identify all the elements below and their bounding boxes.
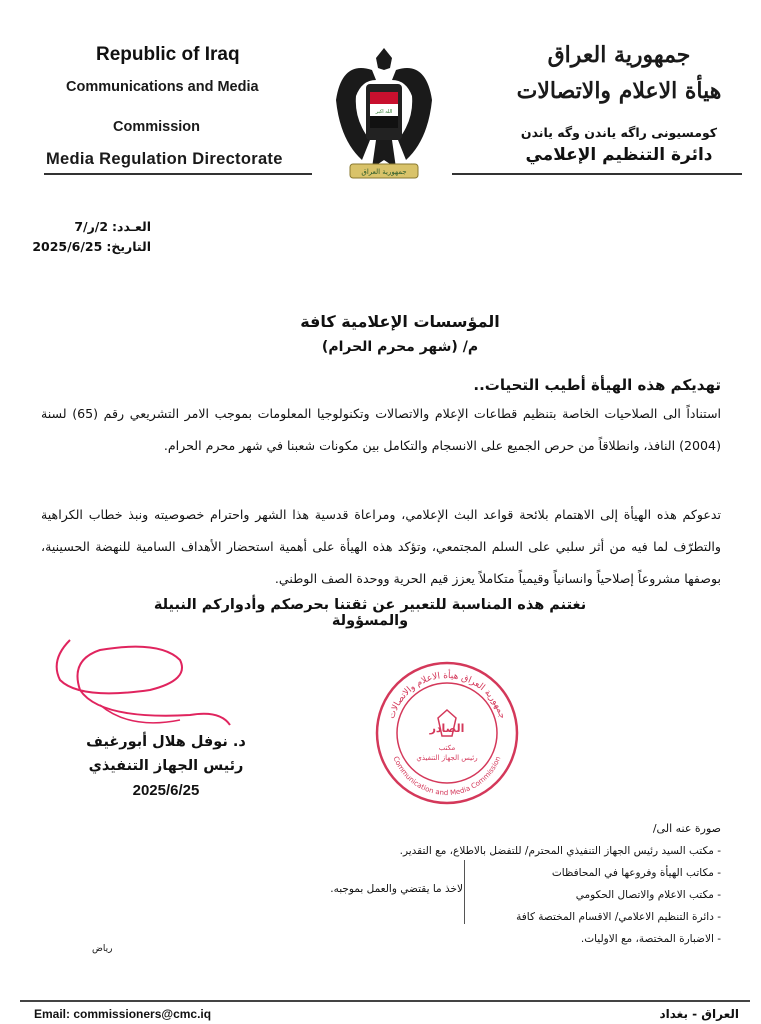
signatory-name: د. نوفل هلال أبورغيف [86, 734, 246, 750]
cc-action-note: لاخذ ما يقتضي والعمل بموجبه. [330, 883, 463, 895]
cc-item: - مكتب الاعلام والاتصال الحكومي [575, 889, 721, 901]
letter-subject: م/ (شهر محرم الحرام) [321, 339, 479, 355]
stamp-arabic-ring: جمهورية العراق هيأة الاعلام والاتصالات [386, 670, 507, 721]
cc-item: - الاضبارة المختصة، مع الاوليات. [580, 933, 721, 945]
stamp-office-line1: مكتب [438, 744, 456, 752]
reference-date-label: التاريخ: [106, 239, 151, 254]
signatory-title: رئيس الجهاز التنفيذي [88, 758, 244, 774]
english-commission-line1: Communications and Media [66, 79, 259, 95]
reference-date-value: 2025/6/25 [32, 239, 103, 254]
stamp-english-ring: Communication and Media Commission [391, 755, 503, 798]
letter-paragraph-1: استناداً الى الصلاحيات الخاصة بتنظيم قطاعات الإعلام والاتصالات وتكنولوجيا المعلومات بموجب الامر التشريعي رقم (65) لسنة (2004) النافذ، وانطلاقاً من حرص الجميع على الانسجام والتكامل بين مكونات شعبنا في شهر محرم الحرام. [41, 406, 722, 453]
reference-number [74, 219, 151, 234]
cc-item: - دائرة التنظيم الاعلامي/ الاقسام المختصة كافة [516, 911, 721, 923]
emblem-flag-text: الله اكبر [375, 109, 393, 115]
cc-bracket [464, 860, 471, 924]
signature-date: 2025/6/25 [132, 782, 200, 799]
arabic-country-title: جمهورية العراق [547, 42, 691, 68]
footer-rule [20, 1000, 750, 1002]
emblem-banner-text: جمهورية العراق [361, 168, 407, 176]
typist-initials: رياض [92, 944, 113, 954]
footer-location: العراق - بغداد [659, 1007, 739, 1021]
header-rule-left [44, 173, 312, 175]
arabic-directorate: دائرة التنظيم الإعلامي [525, 145, 713, 165]
reference-number-value: 2/ر/7 [74, 219, 109, 234]
reference-date [32, 239, 151, 254]
english-country-title: Republic of Iraq [96, 44, 240, 65]
letter-closing: نغتنم هذه المناسبة للتعبير عن ثقتنا بحرصكم وأدواركم النبيلة والمسؤولة [153, 597, 587, 629]
handwritten-signature [40, 620, 240, 740]
cc-heading: صورة عنه الى/ [652, 822, 721, 835]
letter-paragraph-2: تدعوكم هذه الهيأة إلى الاهتمام بلائحة قواعد البث الإعلامي، ومراعاة قدسية هذا الشهر واحترام خصوصيته ونبذ خطاب الكراهية والتطرّف لما فيه من أثر سلبي على السلم المجتمعي، وتؤكد هذه الهيأة على أهمية استحضار الأهداف السامية للنهضة الحسينية، بوصفها مشروعاً إصلاحياً وانسانياً وقيمياً متكاملاً يعزز قيم الحرية ووحدة الصف الوطني. [41, 507, 721, 586]
english-commission-line2: Commission [113, 119, 201, 135]
arabic-commission-title: هيأة الاعلام والاتصالات [516, 78, 722, 104]
stamp-word: الصادر [429, 722, 465, 735]
cc-list [400, 840, 721, 950]
iraq-eagle-emblem [332, 40, 436, 190]
cc-item: - مكتب السيد رئيس الجهاز التنفيذي المحترم/ للتفضل بالاطلاع، مع التقدير. [399, 845, 721, 857]
header-rule-right [452, 173, 742, 175]
letter-recipient: المؤسسات الإعلامية كافة [300, 312, 500, 331]
footer-email: Email: commissioners@cmc.iq [34, 1007, 212, 1021]
stamp-office-line2: رئيس الجهاز التنفيذي [416, 754, 478, 762]
official-stamp [372, 658, 522, 808]
cc-item: - مكاتب الهيأة وفروعها في المحافظات [551, 867, 721, 879]
reference-number-label: العـدد: [112, 219, 151, 234]
letter-greeting: تهديكم هذه الهيأة أطيب التحيات.. [473, 376, 721, 394]
kurdish-commission-title: كومسيونى راگه ياندن وگه ياندن [520, 125, 718, 140]
english-directorate: Media Regulation Directorate [46, 150, 283, 168]
